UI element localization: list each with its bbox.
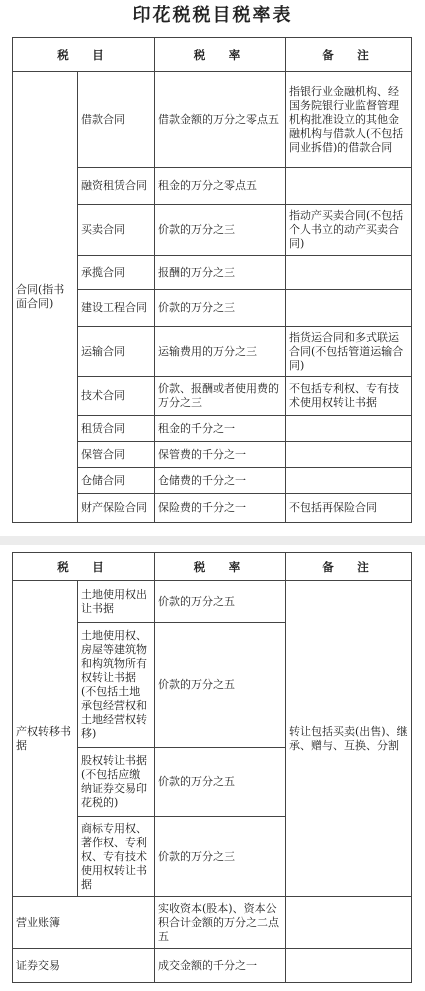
item-name: 技术合同	[78, 377, 155, 416]
item-rate: 价款的万分之五	[155, 748, 286, 817]
item-rate: 价款的万分之三	[155, 290, 286, 327]
group-note: 转让包括买卖(出售)、继承、赠与、互换、分割	[286, 581, 412, 897]
item-note	[286, 949, 412, 983]
group-contracts: 合同(指书面合同)	[13, 72, 78, 523]
item-name: 股权转让书据(不包括应缴纳证券交易印花税的)	[78, 748, 155, 817]
group-property-transfer: 产权转移书据	[13, 581, 78, 897]
item-rate: 保险费的千分之一	[155, 494, 286, 523]
header-item: 税 目	[13, 38, 155, 72]
item-rate: 价款、报酬或者使用费的万分之三	[155, 377, 286, 416]
item-note	[286, 256, 412, 290]
item-note: 指货运合同和多式联运合同(不包括管道运输合同)	[286, 327, 412, 377]
item-note: 不包括再保险合同	[286, 494, 412, 523]
item-note	[286, 168, 412, 205]
item-name: 证券交易	[13, 949, 155, 983]
page-title: 印花税税目税率表	[132, 5, 293, 26]
item-rate: 报酬的万分之三	[155, 256, 286, 290]
item-rate: 租金的千分之一	[155, 416, 286, 442]
item-rate: 租金的万分之零点五	[155, 168, 286, 205]
tax-rate-table-contracts	[12, 37, 412, 523]
header-note: 备 注	[286, 38, 412, 72]
item-rate: 保管费的千分之一	[155, 442, 286, 468]
item-rate: 价款的万分之五	[155, 581, 286, 623]
item-note	[286, 442, 412, 468]
item-note: 不包括专利权、专有技术使用权转让书据	[286, 377, 412, 416]
item-name: 建设工程合同	[78, 290, 155, 327]
item-note	[286, 416, 412, 442]
item-name: 借款合同	[78, 72, 155, 168]
item-name: 买卖合同	[78, 205, 155, 256]
item-rate: 价款的万分之五	[155, 623, 286, 748]
item-rate: 仓储费的千分之一	[155, 468, 286, 494]
item-name: 土地使用权、房屋等建筑物和构筑物所有权转让书据(不包括土地承包经营权和土地经营权转移)	[78, 623, 155, 748]
item-rate: 价款的万分之三	[155, 817, 286, 897]
item-rate: 价款的万分之三	[155, 205, 286, 256]
page-break	[0, 536, 425, 545]
item-rate: 实收资本(股本)、资本公积合计金额的万分之二点五	[155, 897, 286, 949]
item-rate: 借款金额的万分之零点五	[155, 72, 286, 168]
tax-rate-table-transfers	[12, 552, 412, 983]
item-note	[286, 290, 412, 327]
item-note	[286, 468, 412, 494]
item-name: 运输合同	[78, 327, 155, 377]
header-item: 税 目	[13, 553, 155, 581]
item-name: 融资租赁合同	[78, 168, 155, 205]
item-name: 租赁合同	[78, 416, 155, 442]
item-name: 土地使用权出让书据	[78, 581, 155, 623]
item-name: 营业账簿	[13, 897, 155, 949]
header-note: 备 注	[286, 553, 412, 581]
item-name: 商标专用权、著作权、专利权、专有技术使用权转让书据	[78, 817, 155, 897]
item-note: 指动产买卖合同(不包括个人书立的动产买卖合同)	[286, 205, 412, 256]
item-note	[286, 897, 412, 949]
item-rate: 运输费用的万分之三	[155, 327, 286, 377]
item-name: 仓储合同	[78, 468, 155, 494]
item-name: 保管合同	[78, 442, 155, 468]
header-rate: 税 率	[155, 38, 286, 72]
item-rate: 成交金额的千分之一	[155, 949, 286, 983]
item-name: 财产保险合同	[78, 494, 155, 523]
header-rate: 税 率	[155, 553, 286, 581]
item-name: 承揽合同	[78, 256, 155, 290]
item-note: 指银行业金融机构、经国务院银行业监督管理机构批准设立的其他金融机构与借款人(不包括同业拆借)的借款合同	[286, 72, 412, 168]
